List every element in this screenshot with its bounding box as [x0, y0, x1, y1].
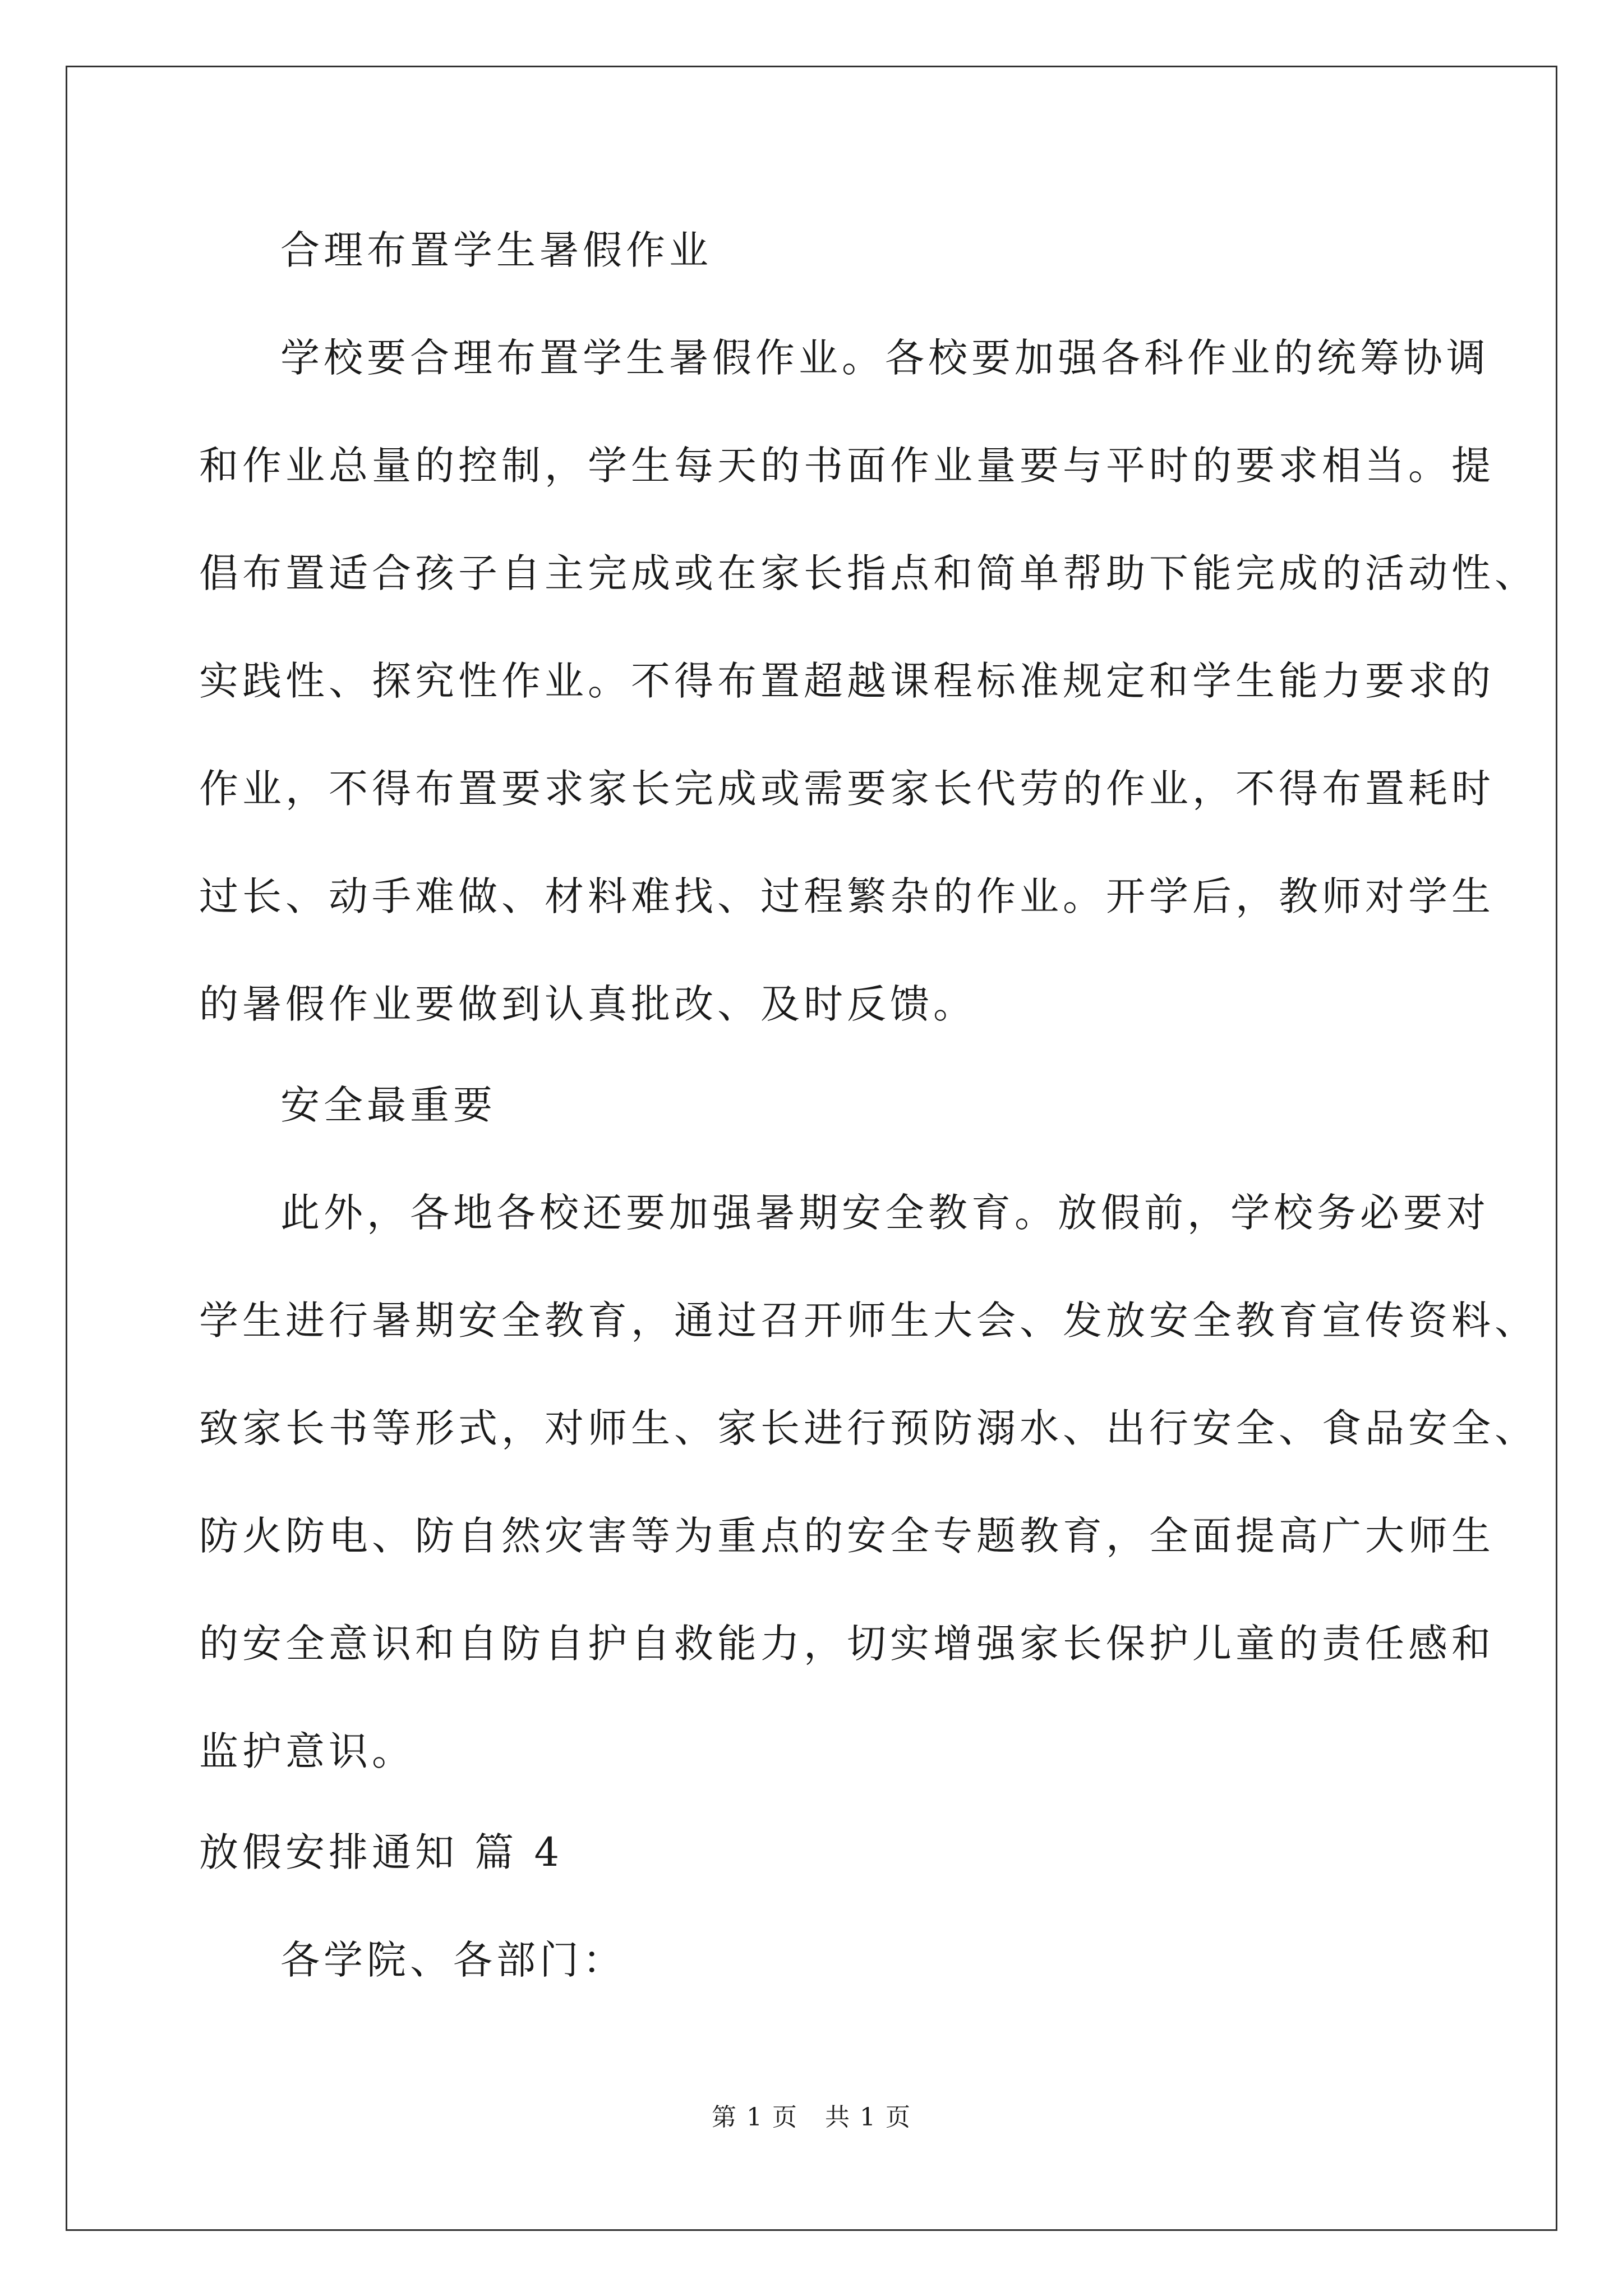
- paragraph-line: 学校要合理布置学生暑假作业。各校要加强各科作业的统筹协调: [280, 335, 1490, 381]
- paragraph-line: 此外，各地各校还要加强暑期安全教育。放假前，学校务必要对: [280, 1190, 1490, 1236]
- paragraph-line: 过长、动手难做、材料难找、过程繁杂的作业。开学后，教师对学生: [199, 873, 1495, 919]
- heading-safety: 安全最重要: [280, 1082, 496, 1128]
- paragraph-line: 监护意识。: [199, 1728, 415, 1774]
- paragraph-line: 的安全意识和自防自护自救能力，切实增强家长保护儿童的责任感和: [199, 1621, 1495, 1667]
- heading-homework: 合理布置学生暑假作业: [280, 227, 712, 273]
- page-number-footer: 第 1 页 共 1 页: [712, 2103, 911, 2132]
- paragraph-line: 防火防电、防自然灾害等为重点的安全专题教育，全面提高广大师生: [199, 1513, 1495, 1559]
- paragraph-line: 倡布置适合孩子自主完成或在家长指点和简单帮助下能完成的活动性、: [199, 550, 1538, 596]
- paragraph-line: 学生进行暑期安全教育，通过召开师生大会、发放安全教育宣传资料、: [199, 1297, 1538, 1343]
- paragraph-line: 致家长书等形式，对师生、家长进行预防溺水、出行安全、食品安全、: [199, 1405, 1538, 1451]
- paragraph-line: 和作业总量的控制，学生每天的书面作业量要与平时的要求相当。提: [199, 443, 1495, 489]
- page-border: [66, 66, 1557, 2231]
- paragraph-line: 的暑假作业要做到认真批改、及时反馈。: [199, 981, 976, 1027]
- section-title: 放假安排通知 篇 4: [199, 1829, 564, 1875]
- paragraph-line: 实践性、探究性作业。不得布置超越课程标准规定和学生能力要求的: [199, 658, 1495, 704]
- salutation: 各学院、各部门：: [280, 1937, 626, 1983]
- paragraph-line: 作业，不得布置要求家长完成或需要家长代劳的作业，不得布置耗时: [199, 766, 1495, 812]
